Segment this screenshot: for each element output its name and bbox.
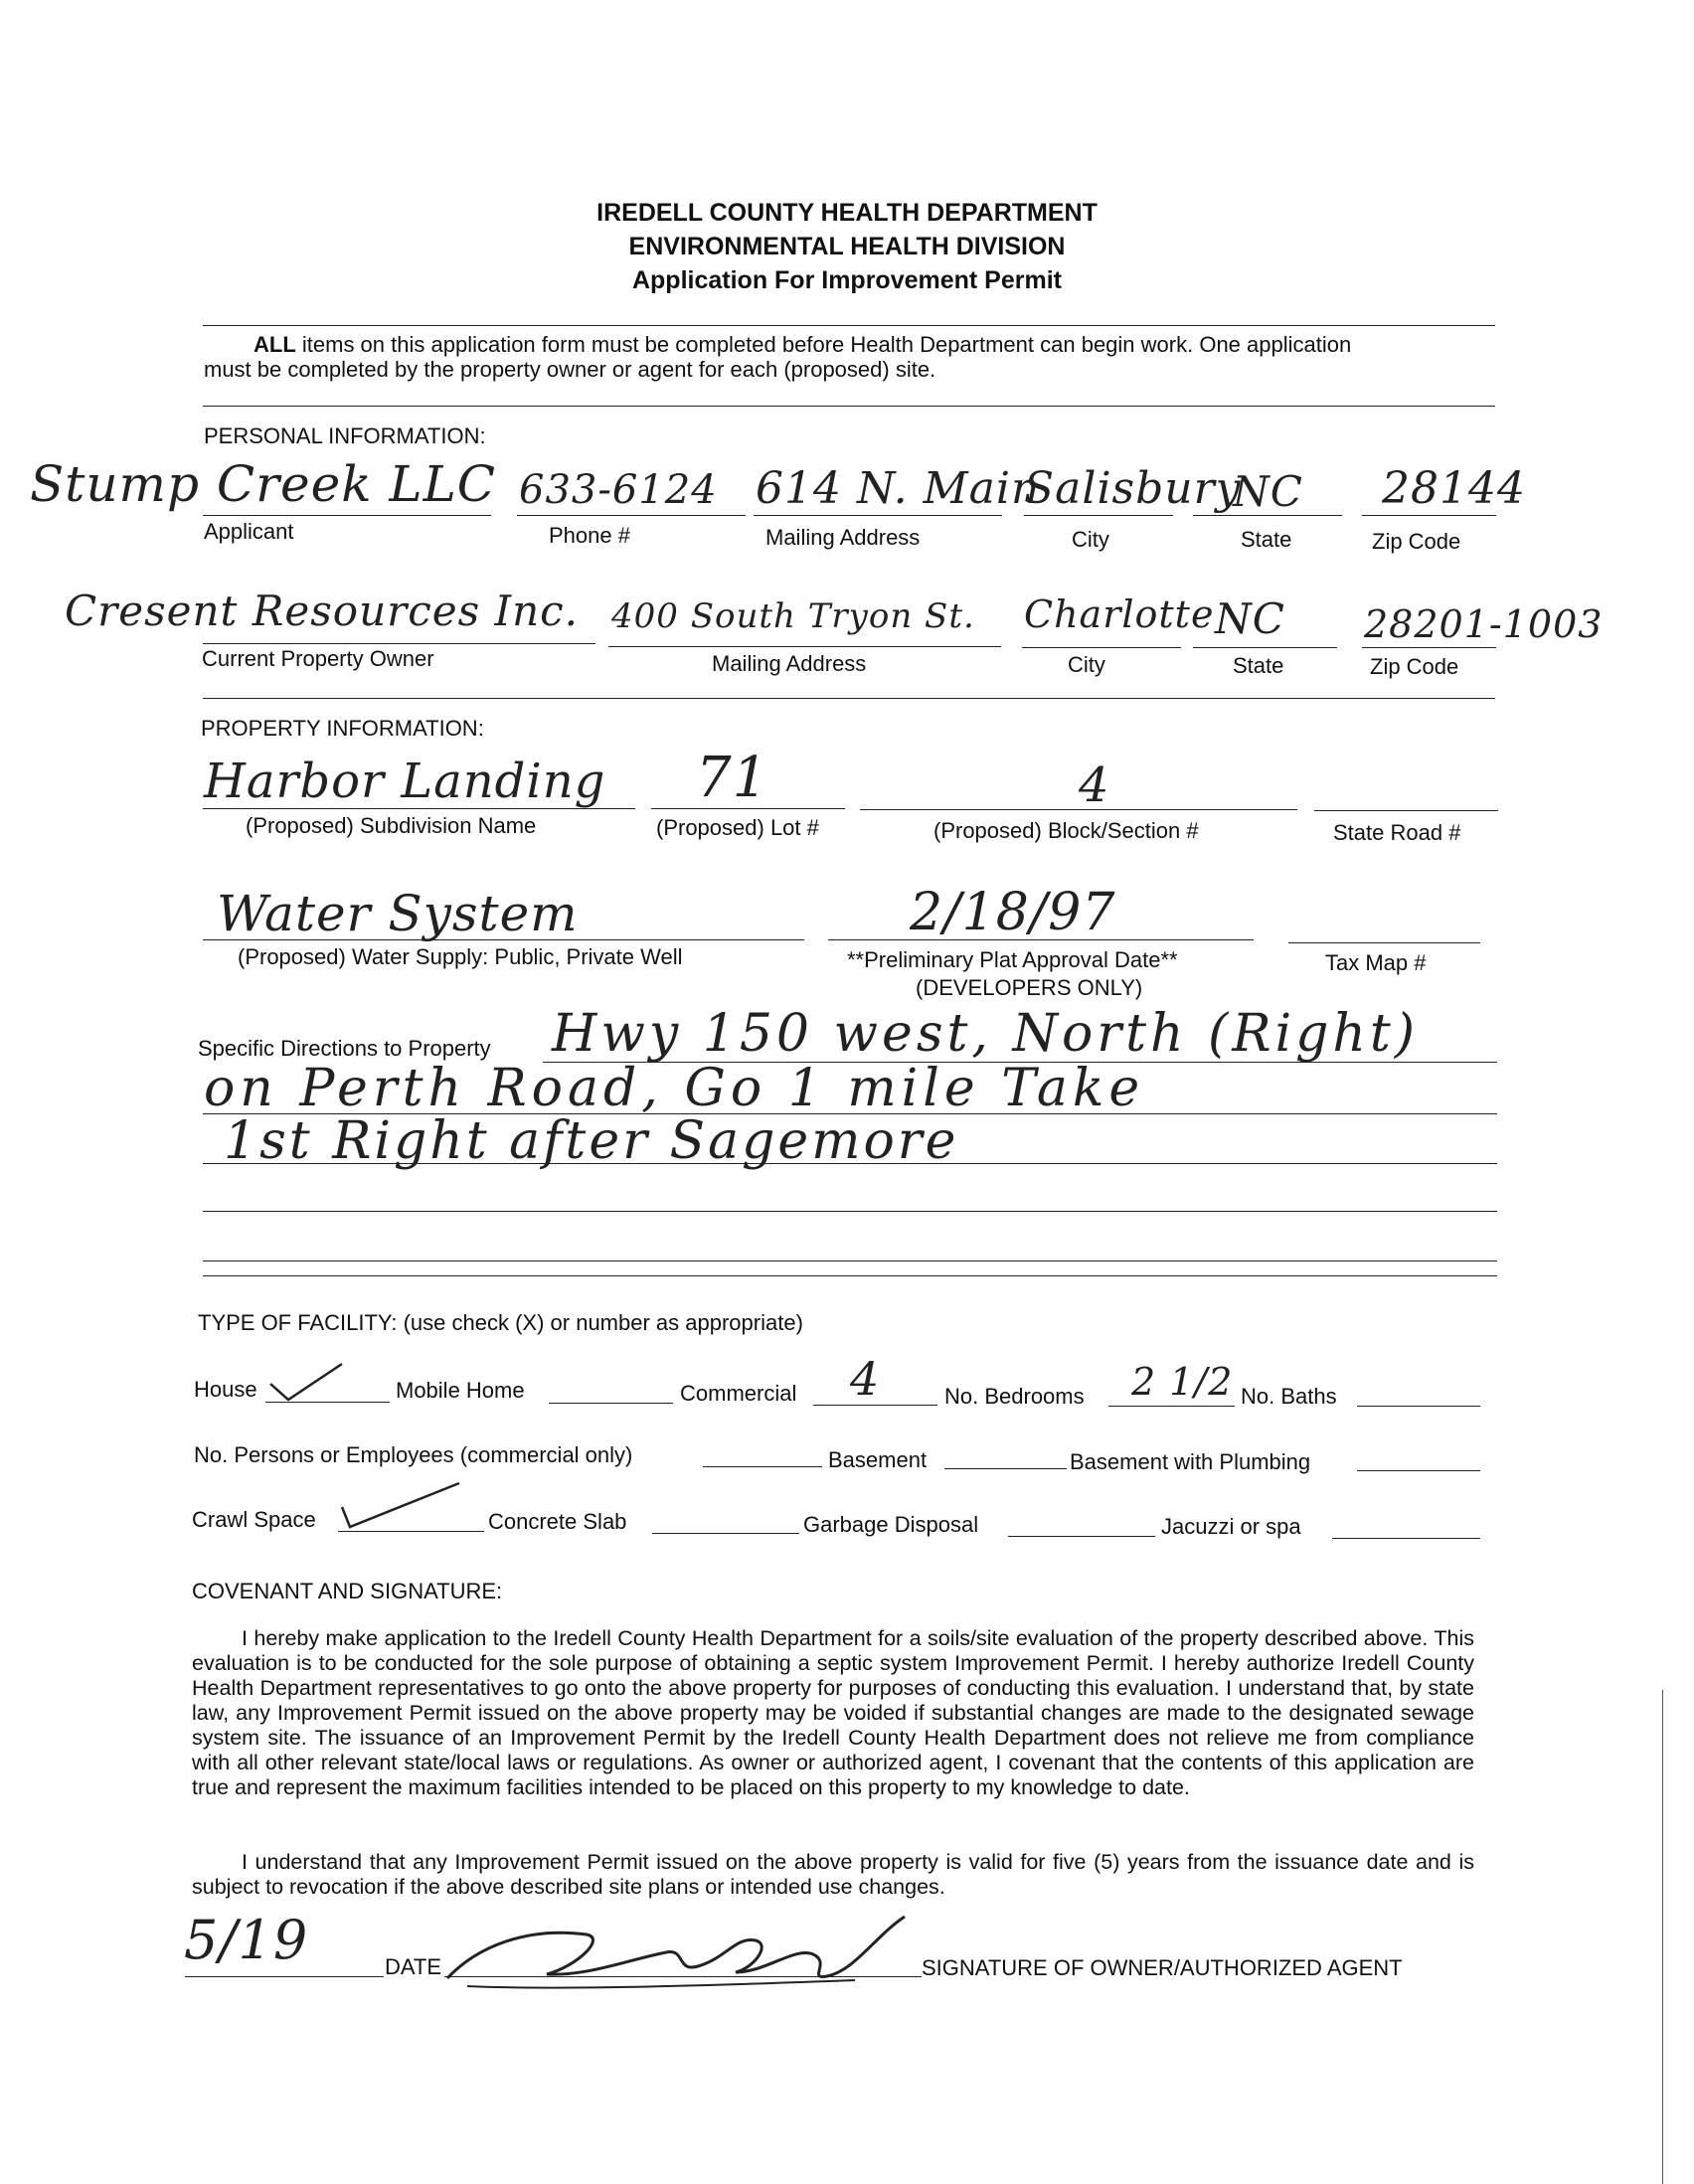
commercial-label: Commercial — [680, 1381, 797, 1406]
house-label: House — [194, 1377, 257, 1402]
garbage-disposal-label: Garbage Disposal — [803, 1512, 979, 1537]
directions-value-3[interactable]: 1st Right after Sagemore — [224, 1111, 959, 1171]
lot-value[interactable]: 71 — [696, 746, 769, 810]
tax-map-label: Tax Map # — [1325, 950, 1427, 975]
persons-line — [703, 1466, 822, 1467]
directions-label: Specific Directions to Property — [198, 1036, 491, 1061]
directions-value-1[interactable]: Hwy 150 west, North (Right) — [552, 1004, 1420, 1064]
mailing-line — [754, 515, 1002, 516]
crawl-space-checkmark-icon[interactable] — [336, 1479, 465, 1534]
city-label: City — [1072, 527, 1109, 552]
page-edge-line — [1662, 1690, 1663, 2184]
mobile-home-label: Mobile Home — [396, 1378, 525, 1403]
bedrooms-line — [1108, 1406, 1235, 1407]
covenant-heading: COVENANT AND SIGNATURE: — [192, 1579, 503, 1603]
lot-label: (Proposed) Lot # — [656, 815, 819, 840]
phone-value[interactable]: 633-6124 — [519, 467, 718, 513]
city-value[interactable]: Salisbury — [1024, 463, 1242, 514]
concrete-slab-label: Concrete Slab — [488, 1509, 627, 1534]
city-line — [1024, 515, 1173, 516]
water-label: (Proposed) Water Supply: Public, Private Well — [238, 944, 683, 969]
personal-rule — [203, 698, 1495, 699]
owner-mailing-line — [608, 646, 1001, 647]
block-value[interactable]: 4 — [1079, 757, 1110, 813]
tax-map-line — [1288, 942, 1480, 943]
plat-sublabel: (DEVELOPERS ONLY) — [916, 975, 1143, 1000]
date-label: DATE — [385, 1954, 442, 1979]
form-title: Application For Improvement Permit — [631, 266, 1062, 294]
state-road-label: State Road # — [1333, 820, 1461, 845]
basement-plumbing-line — [1357, 1470, 1480, 1471]
signature-scribble-icon[interactable] — [437, 1907, 954, 1996]
intro-text — [204, 332, 1496, 382]
bedrooms-label: No. Bedrooms — [944, 1384, 1085, 1409]
applicant-line — [203, 515, 491, 516]
mailing-value[interactable]: 614 N. Main — [756, 463, 1041, 514]
signature-label: SIGNATURE OF OWNER/AUTHORIZED AGENT — [922, 1955, 1403, 1980]
basement-plumbing-label: Basement with Plumbing — [1070, 1449, 1311, 1474]
zip-label: Zip Code — [1372, 529, 1461, 554]
state-road-line — [1314, 810, 1498, 811]
state-label: State — [1241, 527, 1292, 552]
crawl-space-label: Crawl Space — [192, 1507, 316, 1532]
owner-city-value[interactable]: Charlotte — [1024, 592, 1215, 636]
commercial-value[interactable]: 4 — [850, 1352, 881, 1406]
mailing-label: Mailing Address — [765, 525, 921, 550]
state-value[interactable]: NC — [1233, 467, 1303, 516]
department-title: IREDELL COUNTY HEALTH DEPARTMENT — [596, 199, 1098, 227]
persons-label: No. Persons or Employees (commercial only) — [194, 1442, 633, 1467]
date-line — [185, 1976, 384, 1977]
owner-value[interactable]: Cresent Resources Inc. — [65, 587, 579, 635]
intro-line1: items on this application form must be completed before Health Department can begin work. One application — [295, 332, 1352, 357]
water-value[interactable]: Water System — [217, 885, 579, 942]
owner-line — [203, 643, 595, 644]
division-title: ENVIRONMENTAL HEALTH DIVISION — [628, 233, 1066, 260]
applicant-value[interactable]: Stump Creek LLC — [30, 455, 497, 513]
owner-label: Current Property Owner — [202, 646, 434, 671]
owner-state-line — [1193, 647, 1337, 648]
covenant-paragraph-2: I understand that any Improvement Permit issued on the above property is valid for five (5) years from the issuance date and is subject to revocation if the above described site plans or intended use changes. — [192, 1850, 1474, 1899]
personal-info-heading: PERSONAL INFORMATION: — [204, 423, 486, 448]
concrete-slab-line — [652, 1533, 799, 1534]
phone-label: Phone # — [549, 523, 630, 548]
plat-label: **Preliminary Plat Approval Date** — [847, 947, 1178, 972]
directions-line-5 — [203, 1260, 1497, 1261]
intro-rule — [203, 406, 1495, 407]
owner-zip-value[interactable]: 28201-1003 — [1364, 602, 1604, 646]
date-value[interactable]: 5/19 — [184, 1909, 309, 1971]
block-label: (Proposed) Block/Section # — [933, 818, 1199, 843]
covenant-paragraph-1: I hereby make application to the Iredell County Health Department for a soils/site evaluation of the property described above. This evaluation is to be conducted for the sole purpose of obtaining a septic system Improvement Permit. I hereby authorize Iredell County Health Department representatives to go onto the above property for purposes of conducting this evaluation. I understand that, by state law, any Improvement Permit issued on the above property may be voided if substantial changes are made to the designated sewage system site. The issuance of an Improvement Permit by the Iredell County Health Department does not relieve me from compliance with all other relevant state/local laws or regulations. As owner or authorized agent, I covenant that the contents of this application are true and represent the maximum facilities intended to be placed on this property to my knowledge to date. — [192, 1626, 1474, 1799]
owner-state-value[interactable]: NC — [1215, 594, 1285, 643]
intro-line2: must be completed by the property owner or agent for each (proposed) site. — [204, 357, 936, 382]
jacuzzi-line — [1332, 1538, 1480, 1539]
owner-mailing-label: Mailing Address — [712, 651, 867, 676]
intro-bold: ALL — [254, 332, 296, 357]
header-rule — [203, 325, 1495, 326]
garbage-disposal-line — [1008, 1536, 1155, 1537]
owner-state-label: State — [1233, 653, 1284, 678]
owner-mailing-value[interactable]: 400 South Tryon St. — [611, 596, 975, 636]
property-info-heading: PROPERTY INFORMATION: — [201, 716, 484, 741]
zip-line — [1362, 515, 1496, 516]
mobile-home-line — [549, 1403, 673, 1404]
baths-line — [1357, 1406, 1480, 1407]
applicant-label: Applicant — [204, 519, 294, 544]
baths-label: No. Baths — [1241, 1384, 1337, 1409]
subdivision-value[interactable]: Harbor Landing — [204, 754, 606, 809]
bedrooms-value[interactable]: 2 1/2 — [1131, 1360, 1234, 1404]
owner-city-line — [1022, 647, 1181, 648]
facility-heading: TYPE OF FACILITY: (use check (X) or number as appropriate) — [198, 1310, 803, 1335]
owner-zip-label: Zip Code — [1370, 654, 1459, 679]
owner-city-label: City — [1068, 652, 1105, 677]
plat-date-value[interactable]: 2/18/97 — [910, 883, 1116, 942]
directions-line-6 — [203, 1275, 1497, 1276]
house-checkmark-icon[interactable] — [266, 1360, 346, 1405]
owner-zip-line — [1362, 647, 1496, 648]
jacuzzi-label: Jacuzzi or spa — [1161, 1514, 1301, 1539]
directions-value-2[interactable]: on Perth Road, Go 1 mile Take — [204, 1059, 1145, 1118]
basement-label: Basement — [828, 1447, 928, 1472]
zip-value[interactable]: 28144 — [1382, 463, 1526, 514]
subdivision-label: (Proposed) Subdivision Name — [246, 813, 537, 838]
directions-line-4 — [203, 1211, 1497, 1212]
phone-line — [517, 515, 746, 516]
basement-line — [944, 1468, 1067, 1469]
